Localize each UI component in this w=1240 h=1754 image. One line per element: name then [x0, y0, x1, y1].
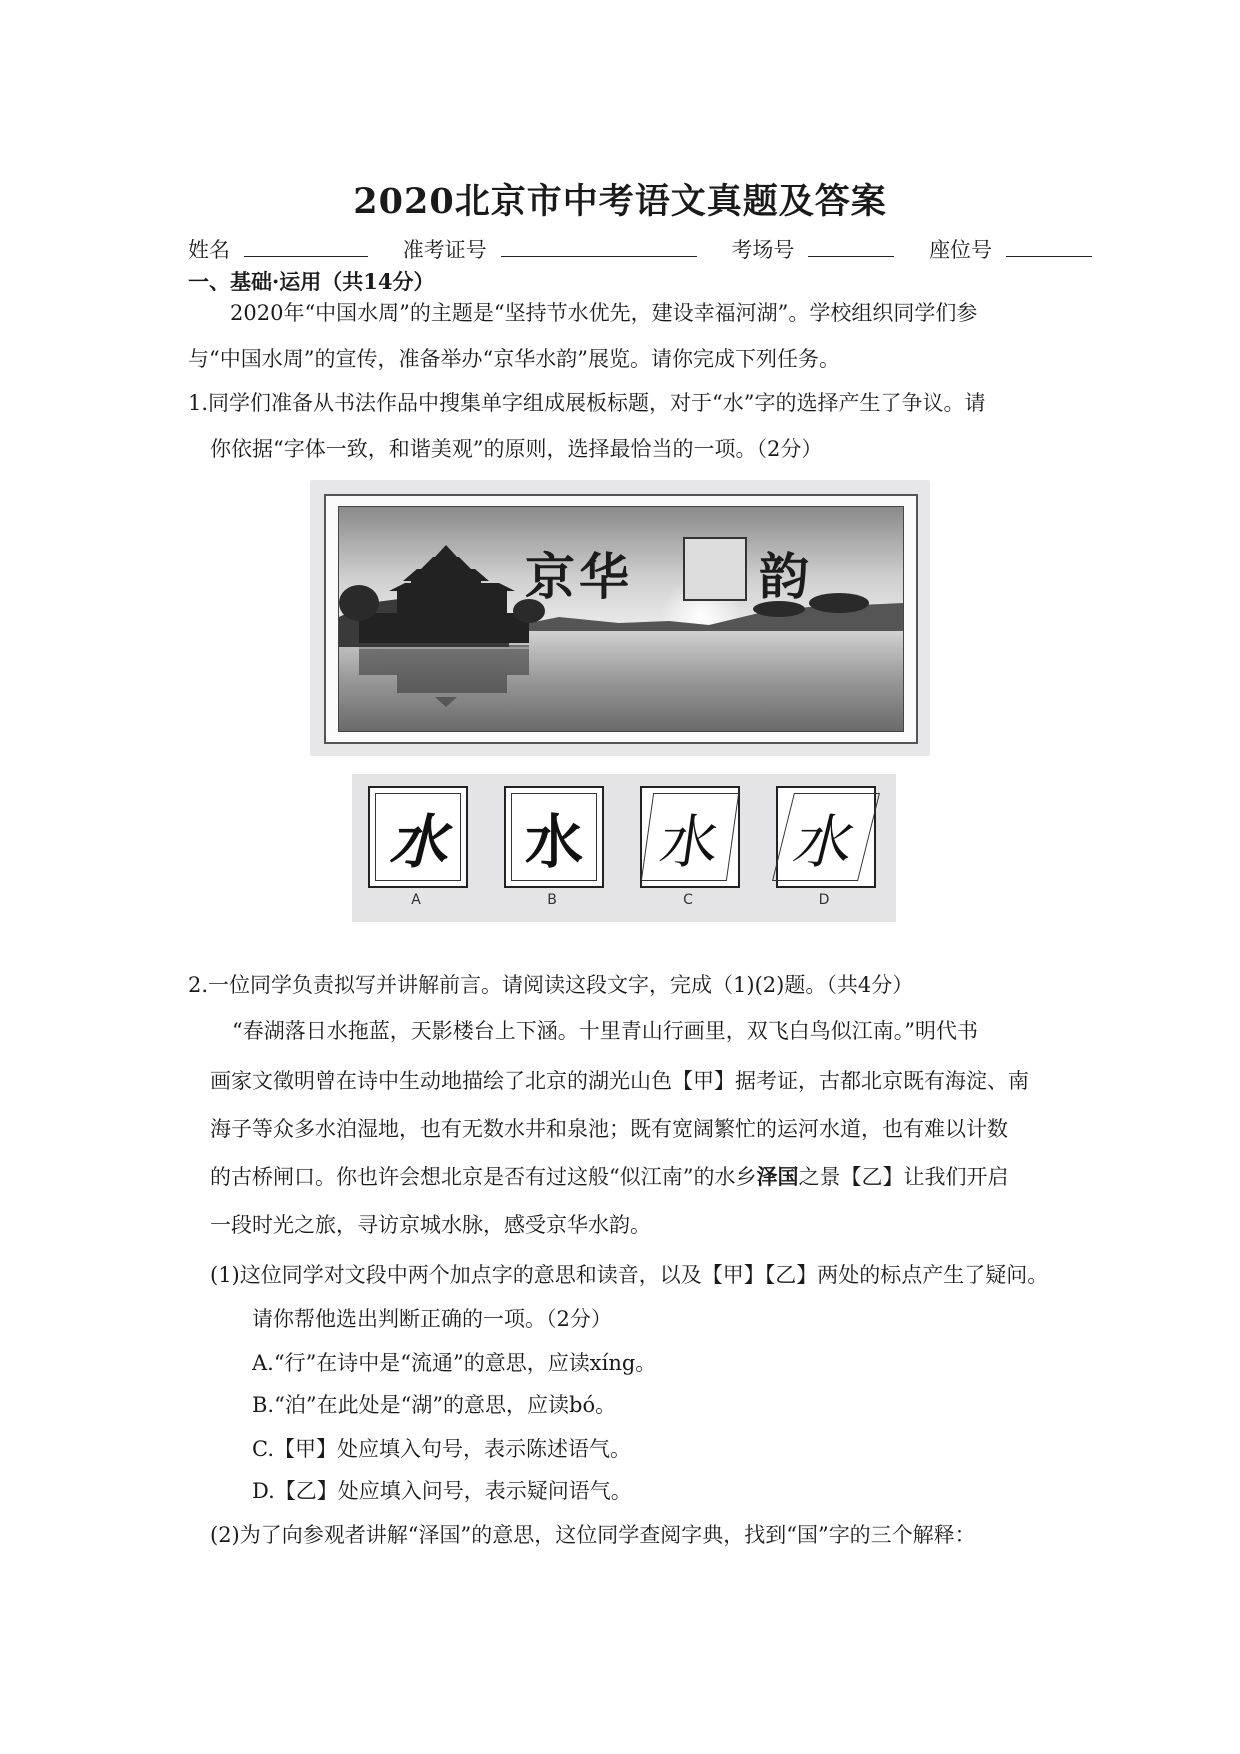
subquestion-1-line-2: 请你帮他选出判断正确的一项。（2分）: [252, 1307, 612, 1331]
banner-title-right: 韵: [759, 548, 813, 606]
option-d-text: D.【乙】处应填入问号，表示疑问语气。: [252, 1479, 632, 1503]
passage-line-2: 画家文徵明曾在诗中生动地描绘了北京的湖光山色【甲】据考证，古都北京既有海淀、南: [210, 1069, 1029, 1093]
option-a-text: A.“行”在诗中是“流通”的意思，应读xíng。: [252, 1351, 657, 1375]
name-label: 姓名: [188, 238, 230, 262]
option-a-card[interactable]: [368, 786, 468, 888]
option-b-glyph: 水: [511, 793, 597, 881]
option-c-card[interactable]: [640, 786, 740, 888]
subquestion-2-line-1: (2)为了向参观者讲解“泽国”的意思，这位同学查阅字典，找到“国”字的三个解释：: [210, 1523, 976, 1547]
option-d-label: D: [818, 892, 830, 908]
banner-card: [324, 494, 918, 744]
option-b-label: B: [547, 892, 557, 908]
option-c-label: C: [683, 892, 693, 908]
ticket-field[interactable]: [403, 234, 711, 264]
passage-line-3: 海子等众多水泊湿地，也有无数水井和泉池；既有宽阔繁忙的运河水道，也有难以计数: [210, 1117, 1008, 1141]
intro-line-1: 2020年“中国水周”的主题是“坚持节水优先，建设幸福河湖”。学校组织同学们参: [230, 301, 978, 325]
subquestion-1-line-1: (1)这位同学对文段中两个加点字的意思和读音，以及【甲】【乙】两处的标点产生了疑问。: [210, 1263, 1049, 1287]
passage-line-4: [210, 1164, 1008, 1190]
exhibition-banner-photo: [310, 480, 930, 756]
seat-label: 座位号: [929, 238, 993, 262]
banner-blank-box: [683, 537, 747, 601]
seat-blank[interactable]: [1006, 238, 1092, 257]
name-blank[interactable]: [244, 238, 368, 257]
question-2-line-1: 2.一位同学负责拟写并讲解前言。请阅读这段文字，完成（1)(2)题。（共4分）: [188, 973, 914, 997]
ticket-label: 准考证号: [402, 238, 487, 262]
option-b-card[interactable]: [504, 786, 604, 888]
room-label: 考场号: [731, 238, 795, 262]
passage-keyword-zeguo: 泽国: [756, 1164, 799, 1189]
calligraphy-options: [352, 774, 896, 922]
option-c-glyph: 水: [641, 793, 739, 881]
section-heading: 一、基础·运用（共14分）: [188, 269, 435, 294]
question-1-line-2: 你依据“字体一致，和谐美观”的原则，选择最恰当的一项。（2分）: [210, 437, 823, 461]
passage-line-4-start: 的古桥闸口。你也许会想北京是否有过这般“似江南”的水乡: [210, 1165, 757, 1189]
passage-line-5: 一段时光之旅，寻访京城水脉，感受京华水韵。: [210, 1213, 651, 1237]
ticket-blank[interactable]: [501, 238, 697, 257]
option-a-glyph: 水: [375, 793, 461, 881]
candidate-info-row: [188, 234, 1120, 264]
passage-line-1: “春湖落日水拖蓝，天影楼台上下涵。十里青山行画里，双飞白鸟似江南。”明代书: [232, 1019, 978, 1043]
option-a-label: A: [411, 892, 421, 908]
room-blank[interactable]: [808, 238, 894, 257]
option-d-glyph: 水: [772, 793, 880, 881]
lake-photo: [338, 506, 904, 732]
option-c-text: C.【甲】处应填入句号，表示陈述语气。: [252, 1437, 631, 1461]
intro-line-2: 与“中国水周”的宣传，准备举办“京华水韵”展览。请你完成下列任务。: [188, 347, 840, 371]
banner-title-left: 京华: [525, 548, 633, 606]
page-title: 2020北京市中考语文真题及答案: [353, 181, 887, 222]
name-field[interactable]: [188, 234, 382, 264]
passage-line-4-end: 之景【乙】让我们开启: [798, 1165, 1009, 1189]
room-field[interactable]: [731, 234, 908, 264]
question-1-line-1: 1.同学们准备从书法作品中搜集单字组成展板标题，对于“水”字的选择产生了争议。请: [188, 391, 986, 415]
option-b-text: B.“泊”在此处是“湖”的意思，应读bó。: [252, 1393, 617, 1417]
seat-field[interactable]: [929, 234, 1106, 264]
option-d-card[interactable]: [776, 786, 876, 888]
